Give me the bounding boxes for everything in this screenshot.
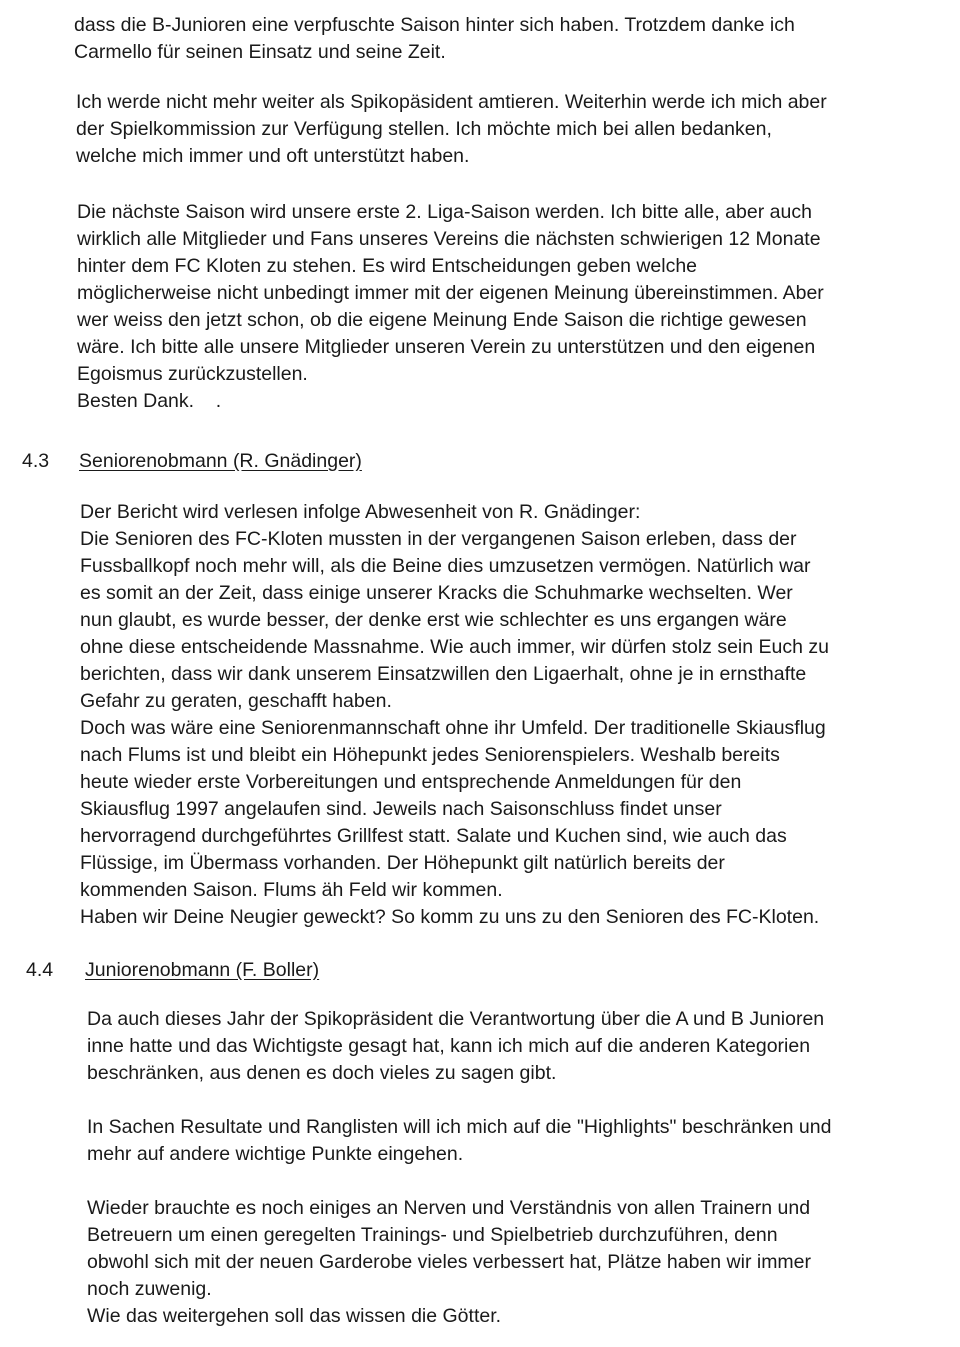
text-line: der Spielkommission zur Verfügung stellen. Ich möchte mich bei allen bedanken, [76, 118, 772, 140]
text-line: Egoismus zurückzustellen. [77, 363, 308, 385]
text-line: heute wieder erste Vorbereitungen und entsprechende Anmeldungen für den [80, 771, 742, 793]
text-line: wer weiss den jetzt schon, ob die eigene Meinung Ende Saison die richtige gewesen [77, 309, 807, 331]
text-line: Carmello für seinen Einsatz und seine Zeit. [74, 41, 446, 63]
text-line: Da auch dieses Jahr der Spikopräsident die Verantwortung über die A und B Junioren [87, 1008, 825, 1030]
text-line: nach Flums ist und bleibt ein Höhepunkt jedes Seniorenspielers. Weshalb bereits [80, 744, 780, 766]
section-number-4-3: 4.3 [22, 450, 50, 472]
text-line: Betreuern um einen geregelten Trainings- und Spielbetrieb durchzuführen, denn [87, 1224, 778, 1246]
paragraph-intro [74, 12, 795, 66]
text-line: Wieder brauchte es noch einiges an Nerven und Verständnis von allen Trainern und [87, 1197, 811, 1219]
text-line: welche mich immer und oft unterstützt haben. [76, 145, 470, 167]
text-line: wäre. Ich bitte alle unsere Mitglieder unseren Verein zu unterstützen und den eigenen [77, 336, 816, 358]
text-line: kommenden Saison. Flums äh Feld wir kommen. [80, 879, 503, 901]
text-line: möglicherweise nicht unbedingt immer mit der eigenen Meinung übereinstimmen. Aber [77, 282, 824, 304]
text-line: Fussballkopf noch mehr will, als die Beine dies umzusetzen vermögen. Natürlich war [80, 555, 811, 577]
paragraph-junioren-2 [87, 1114, 831, 1168]
text-line: ohne diese entscheidende Massnahme. Wie auch immer, wir dürfen stolz sein Euch zu [80, 636, 829, 658]
text-line: wirklich alle Mitglieder und Fans unseres Vereins die nächsten schwierigen 12 Monate [77, 228, 821, 250]
paragraph-junioren-1 [87, 1006, 824, 1087]
text-line: Der Bericht wird verlesen infolge Abwesenheit von R. Gnädinger: [80, 501, 641, 523]
section-heading-seniorenobmann: Seniorenobmann (R. Gnädinger) [79, 450, 362, 472]
text-line: Doch was wäre eine Seniorenmannschaft ohne ihr Umfeld. Der traditionelle Skiausflug [80, 717, 826, 739]
text-line: Wie das weitergehen soll das wissen die Götter. [87, 1305, 502, 1327]
section-number-4-4: 4.4 [26, 959, 54, 981]
text-line: es somit an der Zeit, dass einige unserer Kracks die Schuhmarke wechselten. Wer [80, 582, 793, 604]
text-line: berichten, dass wir dank unserem Einsatzwillen den Ligaerhalt, ohne je in ernsthafte [80, 663, 807, 685]
text-line: Die Senioren des FC-Kloten mussten in der vergangenen Saison erleben, dass der [80, 528, 797, 550]
text-line: nun glaubt, es wurde besser, der denke erst wie schlechter es uns ergangen wäre [80, 609, 787, 631]
text-line: hinter dem FC Kloten zu stehen. Es wird Entscheidungen geben welche [77, 255, 698, 277]
text-line: dass die B-Junioren eine verpfuschte Saison hinter sich haben. Trotzdem danke ich [74, 14, 795, 36]
text-line: inne hatte und das Wichtigste gesagt hat, kann ich mich auf die anderen Kategorien [87, 1035, 811, 1057]
paragraph-junioren-3 [87, 1195, 811, 1330]
paragraph-next-season [77, 199, 824, 415]
text-line: Die nächste Saison wird unsere erste 2. Liga-Saison werden. Ich bitte alle, aber auch [77, 201, 812, 223]
text-line: noch zuwenig. [87, 1278, 212, 1300]
text-line: Ich werde nicht mehr weiter als Spikopäsident amtieren. Weiterhin werde ich mich aber [76, 91, 827, 113]
text-line: In Sachen Resultate und Ranglisten will ich mich auf die "Highlights" beschränken und [87, 1116, 832, 1138]
section-heading-juniorenobmann: Juniorenobmann (F. Boller) [85, 959, 320, 981]
text-line: Besten Dank. . [77, 390, 222, 412]
text-line: obwohl sich mit der neuen Garderobe vieles verbessert hat, Plätze haben wir immer [87, 1251, 812, 1273]
text-line: beschränken, aus denen es doch vieles zu sagen gibt. [87, 1062, 557, 1084]
text-line: Gefahr zu geraten, geschafft haben. [80, 690, 392, 712]
text-line: hervorragend durchgeführtes Grillfest statt. Salate und Kuchen sind, wie auch das [80, 825, 787, 847]
paragraph-senioren-report [80, 499, 829, 931]
text-line: Haben wir Deine Neugier geweckt? So komm zu uns zu den Senioren des FC-Kloten. [80, 906, 820, 928]
paragraph-resignation [76, 89, 827, 170]
text-line: mehr auf andere wichtige Punkte eingehen. [87, 1143, 464, 1165]
text-line: Skiausflug 1997 angelaufen sind. Jeweils nach Saisonschluss findet unser [80, 798, 722, 820]
text-line: Flüssige, im Übermass vorhanden. Der Höhepunkt gilt natürlich bereits der [80, 852, 725, 874]
